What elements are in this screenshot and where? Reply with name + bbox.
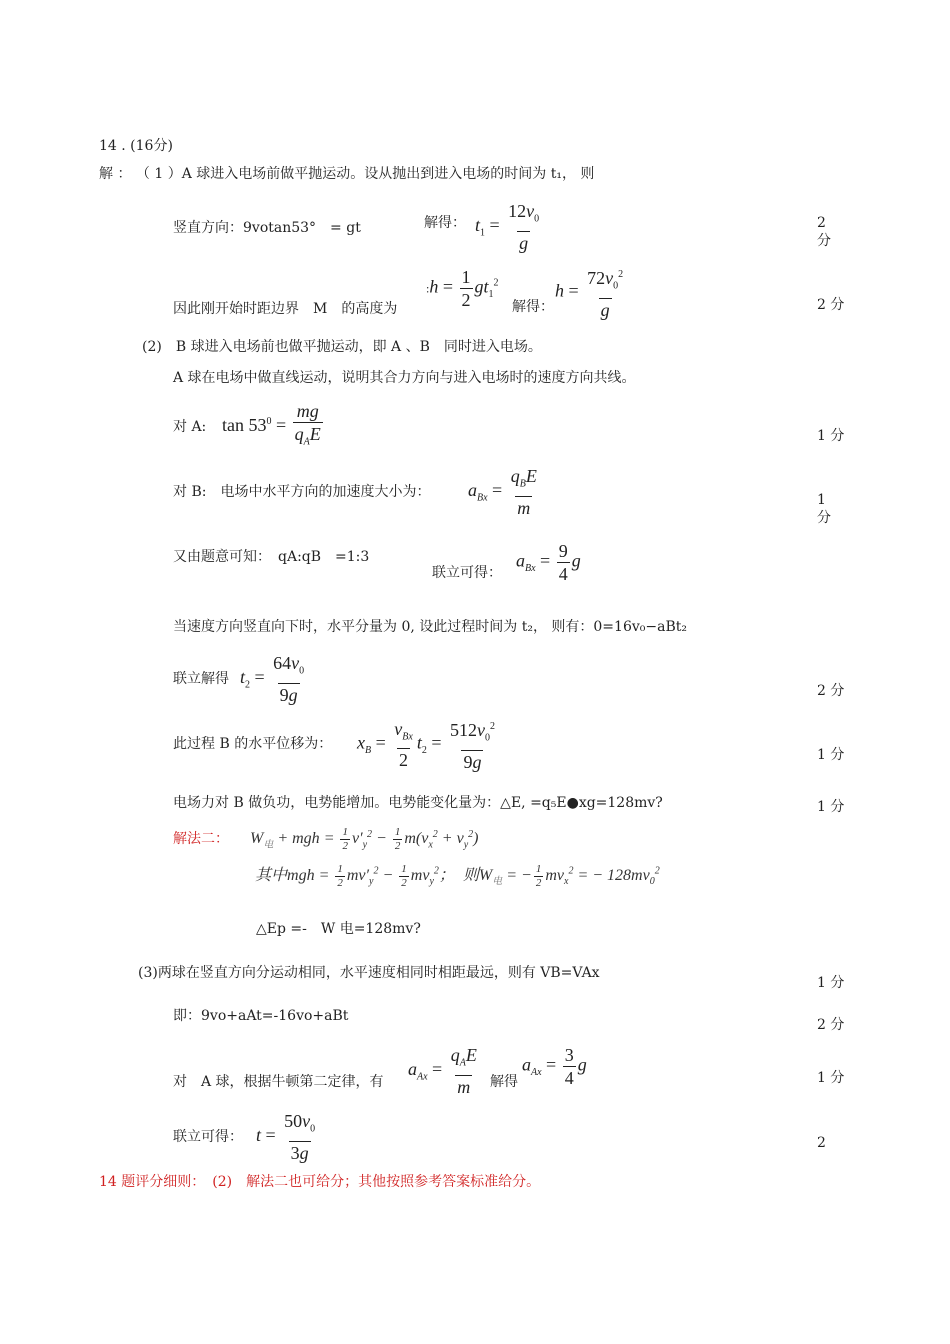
score-part3-4: 2 bbox=[817, 1135, 826, 1151]
work-text: 电场力对 B 做负功，电势能增加。电势能变化量为：△E, =q₅E●xg=128mv? bbox=[173, 795, 663, 811]
formula-aAx: $a_{Ax}$ = $\frac{q_AE}{m}$ bbox=[408, 1045, 477, 1097]
for-b-label: 对 B: 电场中水平方向的加速度大小为： bbox=[173, 484, 431, 500]
formula-aAx-result: $a_{Ax}$ = $\frac{3}{4}$ g bbox=[522, 1045, 587, 1088]
score-work: 1 分 bbox=[817, 799, 845, 815]
formula-t1: $t_1$ = $\frac{12v_0}{g}$ bbox=[475, 201, 540, 253]
part2-line1: (2) B 球进入电场前也做平抛运动，即 A 、B 同时进入电场。 bbox=[142, 339, 542, 355]
score-displacement: 1 分 bbox=[817, 747, 845, 763]
part3-line2: 即：9vo+aAt=-16vo+aBt bbox=[173, 1008, 349, 1024]
solve-label-2: 解得： bbox=[512, 299, 554, 315]
score-t2: 2 分 bbox=[817, 683, 845, 699]
height-text: 因此刚开始时距边界 M 的高度为 bbox=[173, 301, 398, 317]
grading-notes: 14 题评分细则： (2) 解法二也可给分；其他按照参考答案标准给分。 bbox=[99, 1174, 541, 1190]
part3-solve: 解得 bbox=[490, 1074, 518, 1090]
formula-t2: $t_2$ = $\frac{64v_0}{9g}$ bbox=[240, 653, 305, 705]
part3-line1: (3)两球在竖直方向分运动相同，水平速度相同时相距最远，则有 VB=VAx bbox=[138, 965, 600, 981]
displacement-label: 此过程 B 的水平位移为： bbox=[173, 736, 333, 752]
formula-h: h = $\frac{72v_0^2}{g}$ bbox=[555, 268, 624, 320]
score-part3-1: 1 分 bbox=[817, 975, 845, 991]
score-for-a: 1 分 bbox=[817, 428, 845, 444]
score-part3-3: 1 分 bbox=[817, 1070, 845, 1086]
formula-aBx: $a_{Bx}$ = $\frac{q_BE}{m}$ bbox=[468, 466, 537, 518]
for-a-label: 对 A: bbox=[173, 419, 207, 435]
method2-formula-2: 其中mgh = $\frac{1}{2}$ $mv'_y^2$ − $\frac{1}{2}$ $mv_y^2$； 则$W_电$ = − $\frac{1}{2}$ $mv_x^2$ = − $128mv_0^2$ bbox=[255, 862, 660, 889]
part3-for-a: 对 A 球，根据牛顿第二定律，有 bbox=[173, 1074, 384, 1090]
delta-ep: △Ep =- W 电=128mv? bbox=[256, 921, 421, 937]
score-part3-2: 2 分 bbox=[817, 1017, 845, 1033]
score-part1-t1: 2 分 bbox=[817, 215, 831, 249]
combine-label-1: 联立可得： bbox=[432, 565, 502, 581]
part3-combine: 联立可得： bbox=[173, 1129, 243, 1145]
vertical-equation: 竖直方向：9votan53° = gt bbox=[173, 220, 361, 236]
part2-line2: A 球在电场中做直线运动，说明其合力方向与进入电场时的速度方向共线。 bbox=[173, 370, 636, 386]
vertical-down-text: 当速度方向竖直向下时，水平分量为 0, 设此过程时间为 t₂， 则有：0=16v₀−aBt₂ bbox=[173, 619, 687, 635]
formula-tan53: $\tan 53^0$ = $\frac{mg}{q_AE}$ bbox=[222, 400, 325, 454]
charge-ratio: 又由题意可知： qA:qB =1:3 bbox=[173, 549, 370, 565]
method2-label: 解法二： bbox=[173, 831, 229, 847]
score-part1-h: 2 分 bbox=[817, 297, 845, 313]
formula-xB: $x_B$ = $\frac{v_{Bx}}{2}$ $t_2$ = $\frac{512v_0^2}{9g}$ bbox=[357, 718, 495, 772]
part1-intro: 解 ： （ 1 ）A 球进入电场前做平抛运动。设从抛出到进入电场的时间为 t₁， 则 bbox=[99, 166, 595, 182]
solve-label-1: 解得： bbox=[424, 215, 466, 231]
combine-label-2: 联立解得 bbox=[173, 671, 229, 687]
formula-aBx-result: $a_{Bx}$ = $\frac{9}{4}$ g bbox=[516, 541, 581, 584]
formula-h-general: :h = $\frac{1}{2}$ $gt_1^2$ bbox=[426, 267, 499, 310]
formula-t: t = $\frac{50v_0}{3g}$ bbox=[256, 1111, 316, 1163]
score-for-b: 1 分 bbox=[817, 492, 831, 526]
problem-header: 14 . (16分) bbox=[99, 138, 173, 154]
method2-formula-1: $W_电$ + mgh = $\frac{1}{2}$ $v'_y^2$ − $\frac{1}{2}$ $m(v_x^2 + v_y^2)$ bbox=[250, 826, 479, 852]
